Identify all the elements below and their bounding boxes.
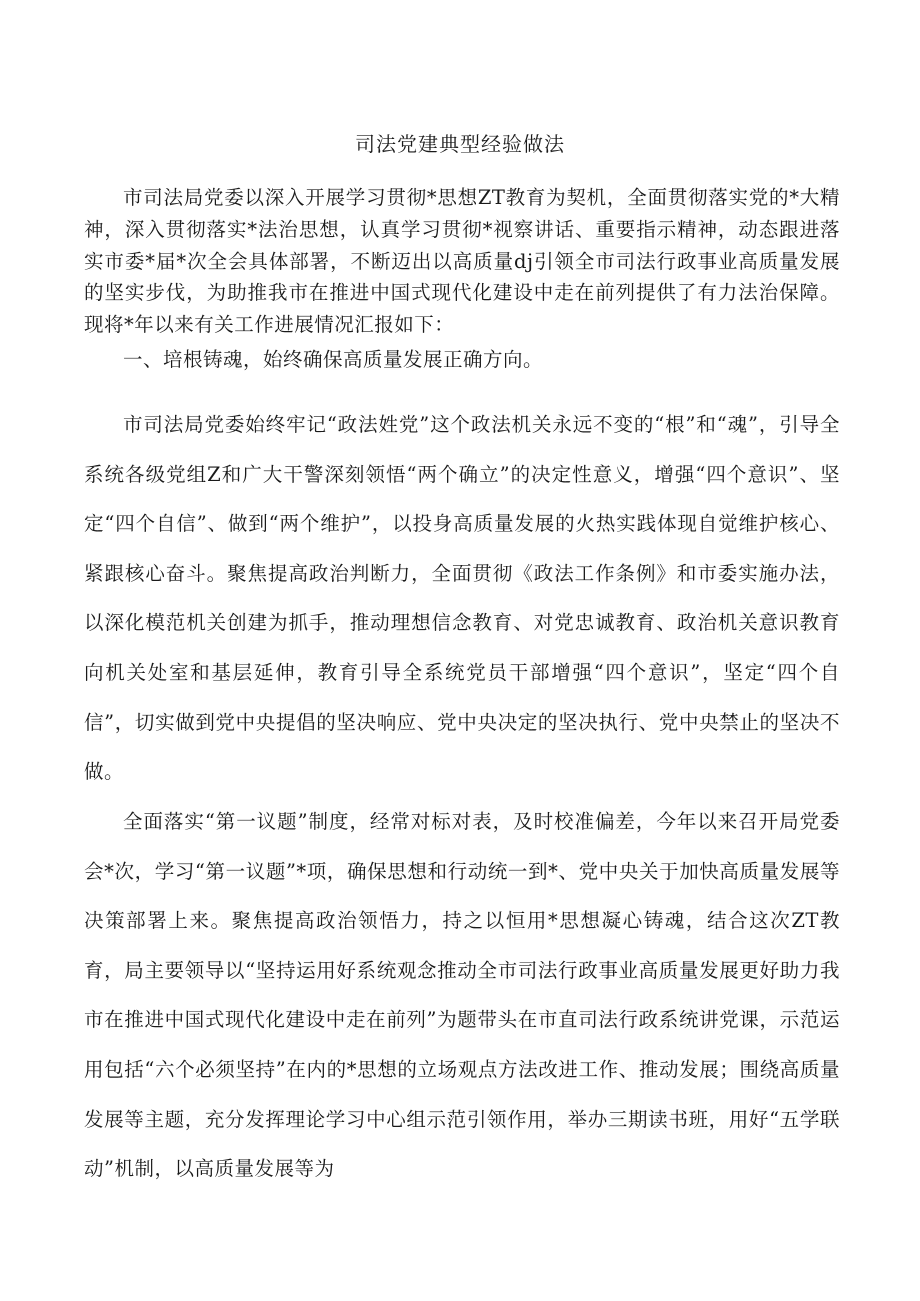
body-paragraph-2: 全面落实“第一议题”制度，经常对标对表，及时校准偏差，今年以来召开局党委会*次，学习“第一议题”*项，确保思想和行动统一到*、党中央关于加快高质量发展等决策部署上来。聚焦提高政治领悟力，持之以恒用*思想凝心铸魂，结合这次ZT教育，局主要领导以“坚持运用好系统观念推动全市司法行政事业高质量发展更好助力我市在推进中国式现代化建设中走在前列”为题带头在市直司法行政系统讲党课，示范运用包括“六个必须坚持”在内的*思想的立场观点方法改进工作、推动发展；围绕高质量发展等主题，充分发挥理论学习中心组示范引领作用，举办三期读书班，用好“五学联动”机制，以高质量发展等为 <box>84 810 840 1181</box>
section-heading-1: 一、培根铸魂，始终确保高质量发展正确方向。 <box>123 348 544 371</box>
document-title: 司法党建典型经验做法 <box>355 132 565 156</box>
intro-paragraph: 市司法局党委以深入开展学习贯彻*思想ZT教育为契机，全面贯彻落实党的*大精神，深入贯彻落实*法治思想，认真学习贯彻*视察讲话、重要指示精神，动态跟进落实市委*届*次全会具体部署，不断迈出以高质量dj引领全市司法行政事业高质量发展的坚实步伐，为助推我市在推进中国式现代化建设中走在前列提供了有力法治保障。现将*年以来有关工作进展情况汇报如下： <box>84 186 840 337</box>
body-paragraph-1: 市司法局党委始终牢记“政法姓党”这个政法机关永远不变的“根”和“魂”，引导全系统各级党组Z和广大干警深刻领悟“两个确立”的决定性意义，增强“四个意识”、坚定“四个自信”、做到“两个维护”，以投身高质量发展的火热实践体现自觉维护核心、紧跟核心奋斗。聚焦提高政治判断力，全面贯彻《政法工作条例》和市委实施办法，以深化模范机关创建为抓手，推动理想信念教育、对党忠诚教育、政治机关意识教育向机关处室和基层延伸，教育引导全系统党员干部增强“四个意识”，坚定“四个自信”，切实做到党中央提倡的坚决响应、党中央决定的坚决执行、党中央禁止的坚决不做。 <box>84 413 840 784</box>
